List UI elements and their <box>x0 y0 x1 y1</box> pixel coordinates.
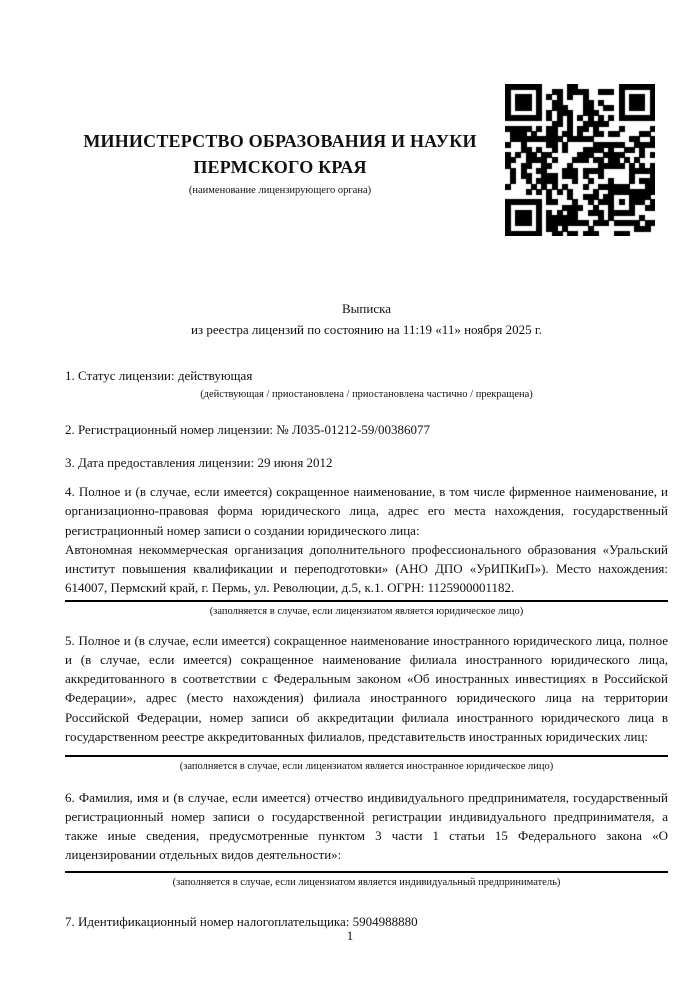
item-license-status-caption: (действующая / приостановлена / приостановлена частично / прекращена) <box>200 389 533 401</box>
item-taxpayer-number: 7. Идентификационный номер налогоплательщика: 5904988880 <box>65 913 418 929</box>
licensing-authority-name-line1: МИНИСТЕРСТВО ОБРАЗОВАНИЯ И НАУКИ <box>83 131 477 151</box>
page-number: 1 <box>346 928 354 943</box>
entrepreneur-rule <box>65 871 668 873</box>
item-foreign-entity-label: 5. Полное и (в случае, если имеется) сокращенное наименование иностранного юридического лица, полное и (в случае, если имеется) сокращенное наименование филиала иностранного юридического лица, аккредитованного в соответствии с Федеральным законом «Об иностранных инвестициях в Российской Федерации», адрес (место нахождения) филиала иностранного юридического лица на территории Российской Федерации, номер записи об аккредитации филиала иностранного юридического лица в государственном реестре аккредитованных филиалов, представительств иностранных юридических лиц: <box>65 632 668 744</box>
document-body <box>65 366 668 931</box>
foreign-entity-rule <box>65 755 668 757</box>
licensing-authority-caption: (наименование лицензирующего органа) <box>188 185 372 196</box>
licensing-authority-block <box>0 128 560 198</box>
legal-entity-caption: (заполняется в случае, если лицензиатом является юридическое лицо) <box>209 606 524 618</box>
item-license-status: 1. Статус лицензии: действующая <box>65 368 253 383</box>
document-subtitle: из реестра лицензий по состоянию на 11:19 «11» ноября 2025 г. <box>191 322 542 337</box>
item-legal-entity-value: Автономная некоммерческая организация дополнительного профессионального образования «Уральский институт повышения квалификации и переподготовки» (АНО ДПО «УрИПКиП»). Место нахождения: 614007, Пермский край, г. Пермь, ул. Революции, д.5, к.1. ОГРН: 1125900001182. <box>65 541 668 596</box>
licensing-authority-name <box>0 128 560 180</box>
licensing-authority-name-line2: ПЕРМСКОГО КРАЯ <box>193 157 367 177</box>
document-title: Выписка <box>342 301 391 316</box>
item-entrepreneur-label: 6. Фамилия, имя и (в случае, если имеется) отчество индивидуального предпринимателя, государственный регистрационный номер записи о государственной регистрации индивидуального предпринимателя, а также иные сведения, предусмотренные пунктом 3 части 1 статьи 15 Федерального закона «О лицензировании отдельных видов деятельности»: <box>65 789 668 863</box>
foreign-entity-caption: (заполняется в случае, если лицензиатом является иностранное юридическое лицо) <box>179 761 554 773</box>
legal-entity-rule <box>65 600 668 602</box>
document-title-block <box>65 298 668 340</box>
item-registration-number: 2. Регистрационный номер лицензии: № Л035-01212-59/00386077 <box>65 421 431 437</box>
item-grant-date: 3. Дата предоставления лицензии: 29 июня 2012 <box>65 454 333 470</box>
item-legal-entity-label: 4. Полное и (в случае, если имеется) сокращенное наименование, в том числе фирменное наименование, и организационно-правовая форма юридического лица, адрес его места нахождения, государственный регистрационный номер записи о создании юридического лица: <box>65 484 668 538</box>
qr-code <box>505 84 655 236</box>
entrepreneur-caption: (заполняется в случае, если лицензиатом является индивидуальный предприниматель) <box>172 877 561 889</box>
